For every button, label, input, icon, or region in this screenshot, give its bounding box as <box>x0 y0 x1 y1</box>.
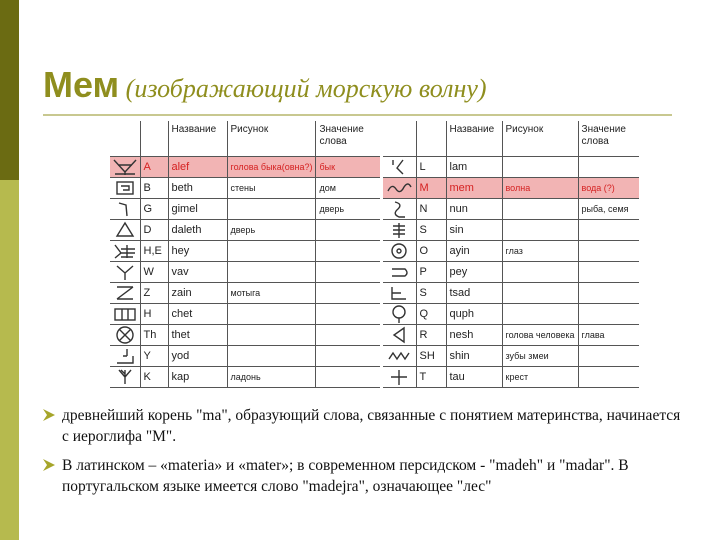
name-cell: shin <box>446 346 502 367</box>
symbol-cell <box>110 346 140 367</box>
bullet-item <box>43 405 683 447</box>
meaning-cell <box>578 157 639 178</box>
drawing-cell <box>227 262 316 283</box>
drawing-cell <box>227 241 316 262</box>
letter-cell: P <box>416 262 446 283</box>
drawing-cell: зубы змеи <box>502 346 578 367</box>
drawing-cell: глаз <box>502 241 578 262</box>
throwstick-icon <box>111 199 139 219</box>
table-row <box>110 241 380 262</box>
header-name: Название <box>168 121 227 157</box>
name-cell: hey <box>168 241 227 262</box>
door-icon <box>111 220 139 240</box>
plant-icon <box>385 283 413 303</box>
table-row <box>383 262 639 283</box>
symbol-cell <box>383 178 416 199</box>
cross-icon <box>385 367 413 387</box>
table-row <box>110 220 380 241</box>
table-row <box>110 262 380 283</box>
name-cell: beth <box>168 178 227 199</box>
name-cell: quph <box>446 304 502 325</box>
table-row <box>110 157 380 178</box>
name-cell: kap <box>168 367 227 388</box>
symbol-cell <box>383 262 416 283</box>
table-row <box>110 178 380 199</box>
letter-cell: M <box>416 178 446 199</box>
meaning-cell: дом <box>316 178 380 199</box>
letter-cell: SH <box>416 346 446 367</box>
tooth-icon <box>385 346 413 366</box>
meaning-cell <box>316 241 380 262</box>
table-row <box>383 367 639 388</box>
table-row <box>383 199 639 220</box>
symbol-cell <box>383 367 416 388</box>
name-cell: mem <box>446 178 502 199</box>
symbol-cell <box>110 157 140 178</box>
meaning-cell: дверь <box>316 199 380 220</box>
drawing-cell: мотыга <box>227 283 316 304</box>
table-row <box>383 283 639 304</box>
bullet-text: древнейший корень "ma", образующий слова, связанные с понятием материнства, начинается с иероглифа "M". <box>62 407 681 445</box>
drawing-cell: голова человека <box>502 325 578 346</box>
table-row <box>110 304 380 325</box>
symbol-cell <box>383 157 416 178</box>
letter-cell: Th <box>140 325 168 346</box>
hook-icon <box>111 262 139 282</box>
symbol-cell <box>110 178 140 199</box>
letter-cell: T <box>416 367 446 388</box>
meaning-cell <box>578 241 639 262</box>
table-row <box>383 325 639 346</box>
symbol-cell <box>383 304 416 325</box>
drawing-cell: волна <box>502 178 578 199</box>
name-cell: chet <box>168 304 227 325</box>
name-cell: yod <box>168 346 227 367</box>
meaning-cell <box>578 346 639 367</box>
palm-icon <box>111 367 139 387</box>
title-underline <box>43 114 672 116</box>
drawing-cell <box>502 199 578 220</box>
symbol-cell <box>110 262 140 283</box>
header-letter <box>140 121 168 157</box>
name-cell: tsad <box>446 283 502 304</box>
name-cell: lam <box>446 157 502 178</box>
drawing-cell <box>227 304 316 325</box>
table-row <box>383 346 639 367</box>
letter-cell: L <box>416 157 446 178</box>
table-row <box>110 346 380 367</box>
header-name: Название <box>446 121 502 157</box>
meaning-cell: рыба, семя <box>578 199 639 220</box>
drawing-cell <box>502 262 578 283</box>
side-strip-light <box>0 180 19 540</box>
letter-cell: S <box>416 220 446 241</box>
drawing-cell: голова быка(овна?) <box>227 157 316 178</box>
drawing-cell: крест <box>502 367 578 388</box>
drawing-cell <box>227 199 316 220</box>
symbol-cell <box>110 220 140 241</box>
title-subtitle: (изображающий морскую волну) <box>119 74 487 103</box>
name-cell: ayin <box>446 241 502 262</box>
meaning-cell <box>316 262 380 283</box>
symbol-cell <box>383 325 416 346</box>
drawing-cell: стены <box>227 178 316 199</box>
meaning-cell: бык <box>316 157 380 178</box>
table-row <box>110 283 380 304</box>
header-letter <box>416 121 446 157</box>
meaning-cell <box>316 325 380 346</box>
meaning-cell <box>316 346 380 367</box>
name-cell: zain <box>168 283 227 304</box>
letter-cell: D <box>140 220 168 241</box>
drawing-cell <box>502 220 578 241</box>
fence-icon <box>111 304 139 324</box>
house-icon <box>111 178 139 198</box>
letter-cell: Z <box>140 283 168 304</box>
goad-icon <box>385 157 413 177</box>
meaning-cell <box>316 283 380 304</box>
meaning-cell <box>578 367 639 388</box>
meaning-cell <box>316 367 380 388</box>
meaning-cell: вода (?) <box>578 178 639 199</box>
drawing-cell: дверь <box>227 220 316 241</box>
symbol-cell <box>110 367 140 388</box>
arrow-bullet-icon <box>43 459 55 471</box>
symbol-cell <box>110 241 140 262</box>
drawing-cell <box>227 346 316 367</box>
pillar-icon <box>385 220 413 240</box>
table-row <box>383 220 639 241</box>
water-icon <box>385 178 413 198</box>
letter-cell: Y <box>140 346 168 367</box>
mouth-icon <box>385 262 413 282</box>
weapon-icon <box>111 283 139 303</box>
letter-cell: K <box>140 367 168 388</box>
name-cell: pey <box>446 262 502 283</box>
symbol-cell <box>383 220 416 241</box>
letter-cell: N <box>416 199 446 220</box>
arrow-bullet-icon <box>43 409 55 421</box>
name-cell: nun <box>446 199 502 220</box>
letter-cell: H,E <box>140 241 168 262</box>
letter-cell: Q <box>416 304 446 325</box>
bullet-item <box>43 455 683 497</box>
bullet-text: В латинском – «materia» и «mater»; в современном персидском - "madeh" и "madar". В португальском языке имеется слово "madejra", означающее "лес" <box>62 457 629 495</box>
title-main: Мем <box>43 64 120 105</box>
meaning-cell <box>578 262 639 283</box>
drawing-cell <box>227 325 316 346</box>
letter-cell: O <box>416 241 446 262</box>
letter-cell: G <box>140 199 168 220</box>
name-cell: alef <box>168 157 227 178</box>
alphabet-table-left <box>110 121 380 388</box>
snake-icon <box>385 199 413 219</box>
table-row <box>383 241 639 262</box>
symbol-cell <box>383 241 416 262</box>
meaning-cell <box>578 220 639 241</box>
meaning-cell <box>316 220 380 241</box>
name-cell: thet <box>168 325 227 346</box>
eye-icon <box>385 241 413 261</box>
header-symbol <box>383 121 416 157</box>
table-header-row <box>383 121 639 157</box>
bullet-list <box>43 405 683 505</box>
slide-title <box>43 64 487 106</box>
symbol-cell <box>110 199 140 220</box>
table-row <box>110 367 380 388</box>
header-meaning: Значение слова <box>578 121 639 157</box>
name-cell: tau <box>446 367 502 388</box>
symbol-cell <box>383 346 416 367</box>
symbol-cell <box>383 199 416 220</box>
header-symbol <box>110 121 140 157</box>
symbol-cell <box>110 325 140 346</box>
table-row <box>383 157 639 178</box>
name-cell: gimel <box>168 199 227 220</box>
table-row <box>383 304 639 325</box>
header-meaning: Значение слова <box>316 121 380 157</box>
symbol-cell <box>383 283 416 304</box>
symbol-cell <box>110 283 140 304</box>
meaning-cell <box>578 304 639 325</box>
table-row <box>110 325 380 346</box>
letter-cell: H <box>140 304 168 325</box>
arm-icon <box>111 346 139 366</box>
letter-cell: S <box>416 283 446 304</box>
symbol-cell <box>110 304 140 325</box>
head-icon <box>385 325 413 345</box>
ox-head-icon <box>111 157 139 177</box>
drawing-cell: ладонь <box>227 367 316 388</box>
side-strip-dark <box>0 0 19 180</box>
letter-cell: R <box>416 325 446 346</box>
name-cell: daleth <box>168 220 227 241</box>
header-drawing: Рисунок <box>502 121 578 157</box>
meaning-cell: глава <box>578 325 639 346</box>
header-drawing: Рисунок <box>227 121 316 157</box>
name-cell: vav <box>168 262 227 283</box>
letter-cell: A <box>140 157 168 178</box>
name-cell: sin <box>446 220 502 241</box>
drawing-cell <box>502 283 578 304</box>
alphabet-table-right <box>383 121 639 388</box>
monkey-icon <box>385 304 413 324</box>
meaning-cell <box>316 304 380 325</box>
wheel-icon <box>111 325 139 345</box>
drawing-cell <box>502 304 578 325</box>
letter-cell: B <box>140 178 168 199</box>
drawing-cell <box>502 157 578 178</box>
table-row <box>110 199 380 220</box>
table-header-row <box>110 121 380 157</box>
jubilation-icon <box>111 241 139 261</box>
meaning-cell <box>578 283 639 304</box>
letter-cell: W <box>140 262 168 283</box>
table-row <box>383 178 639 199</box>
name-cell: nesh <box>446 325 502 346</box>
